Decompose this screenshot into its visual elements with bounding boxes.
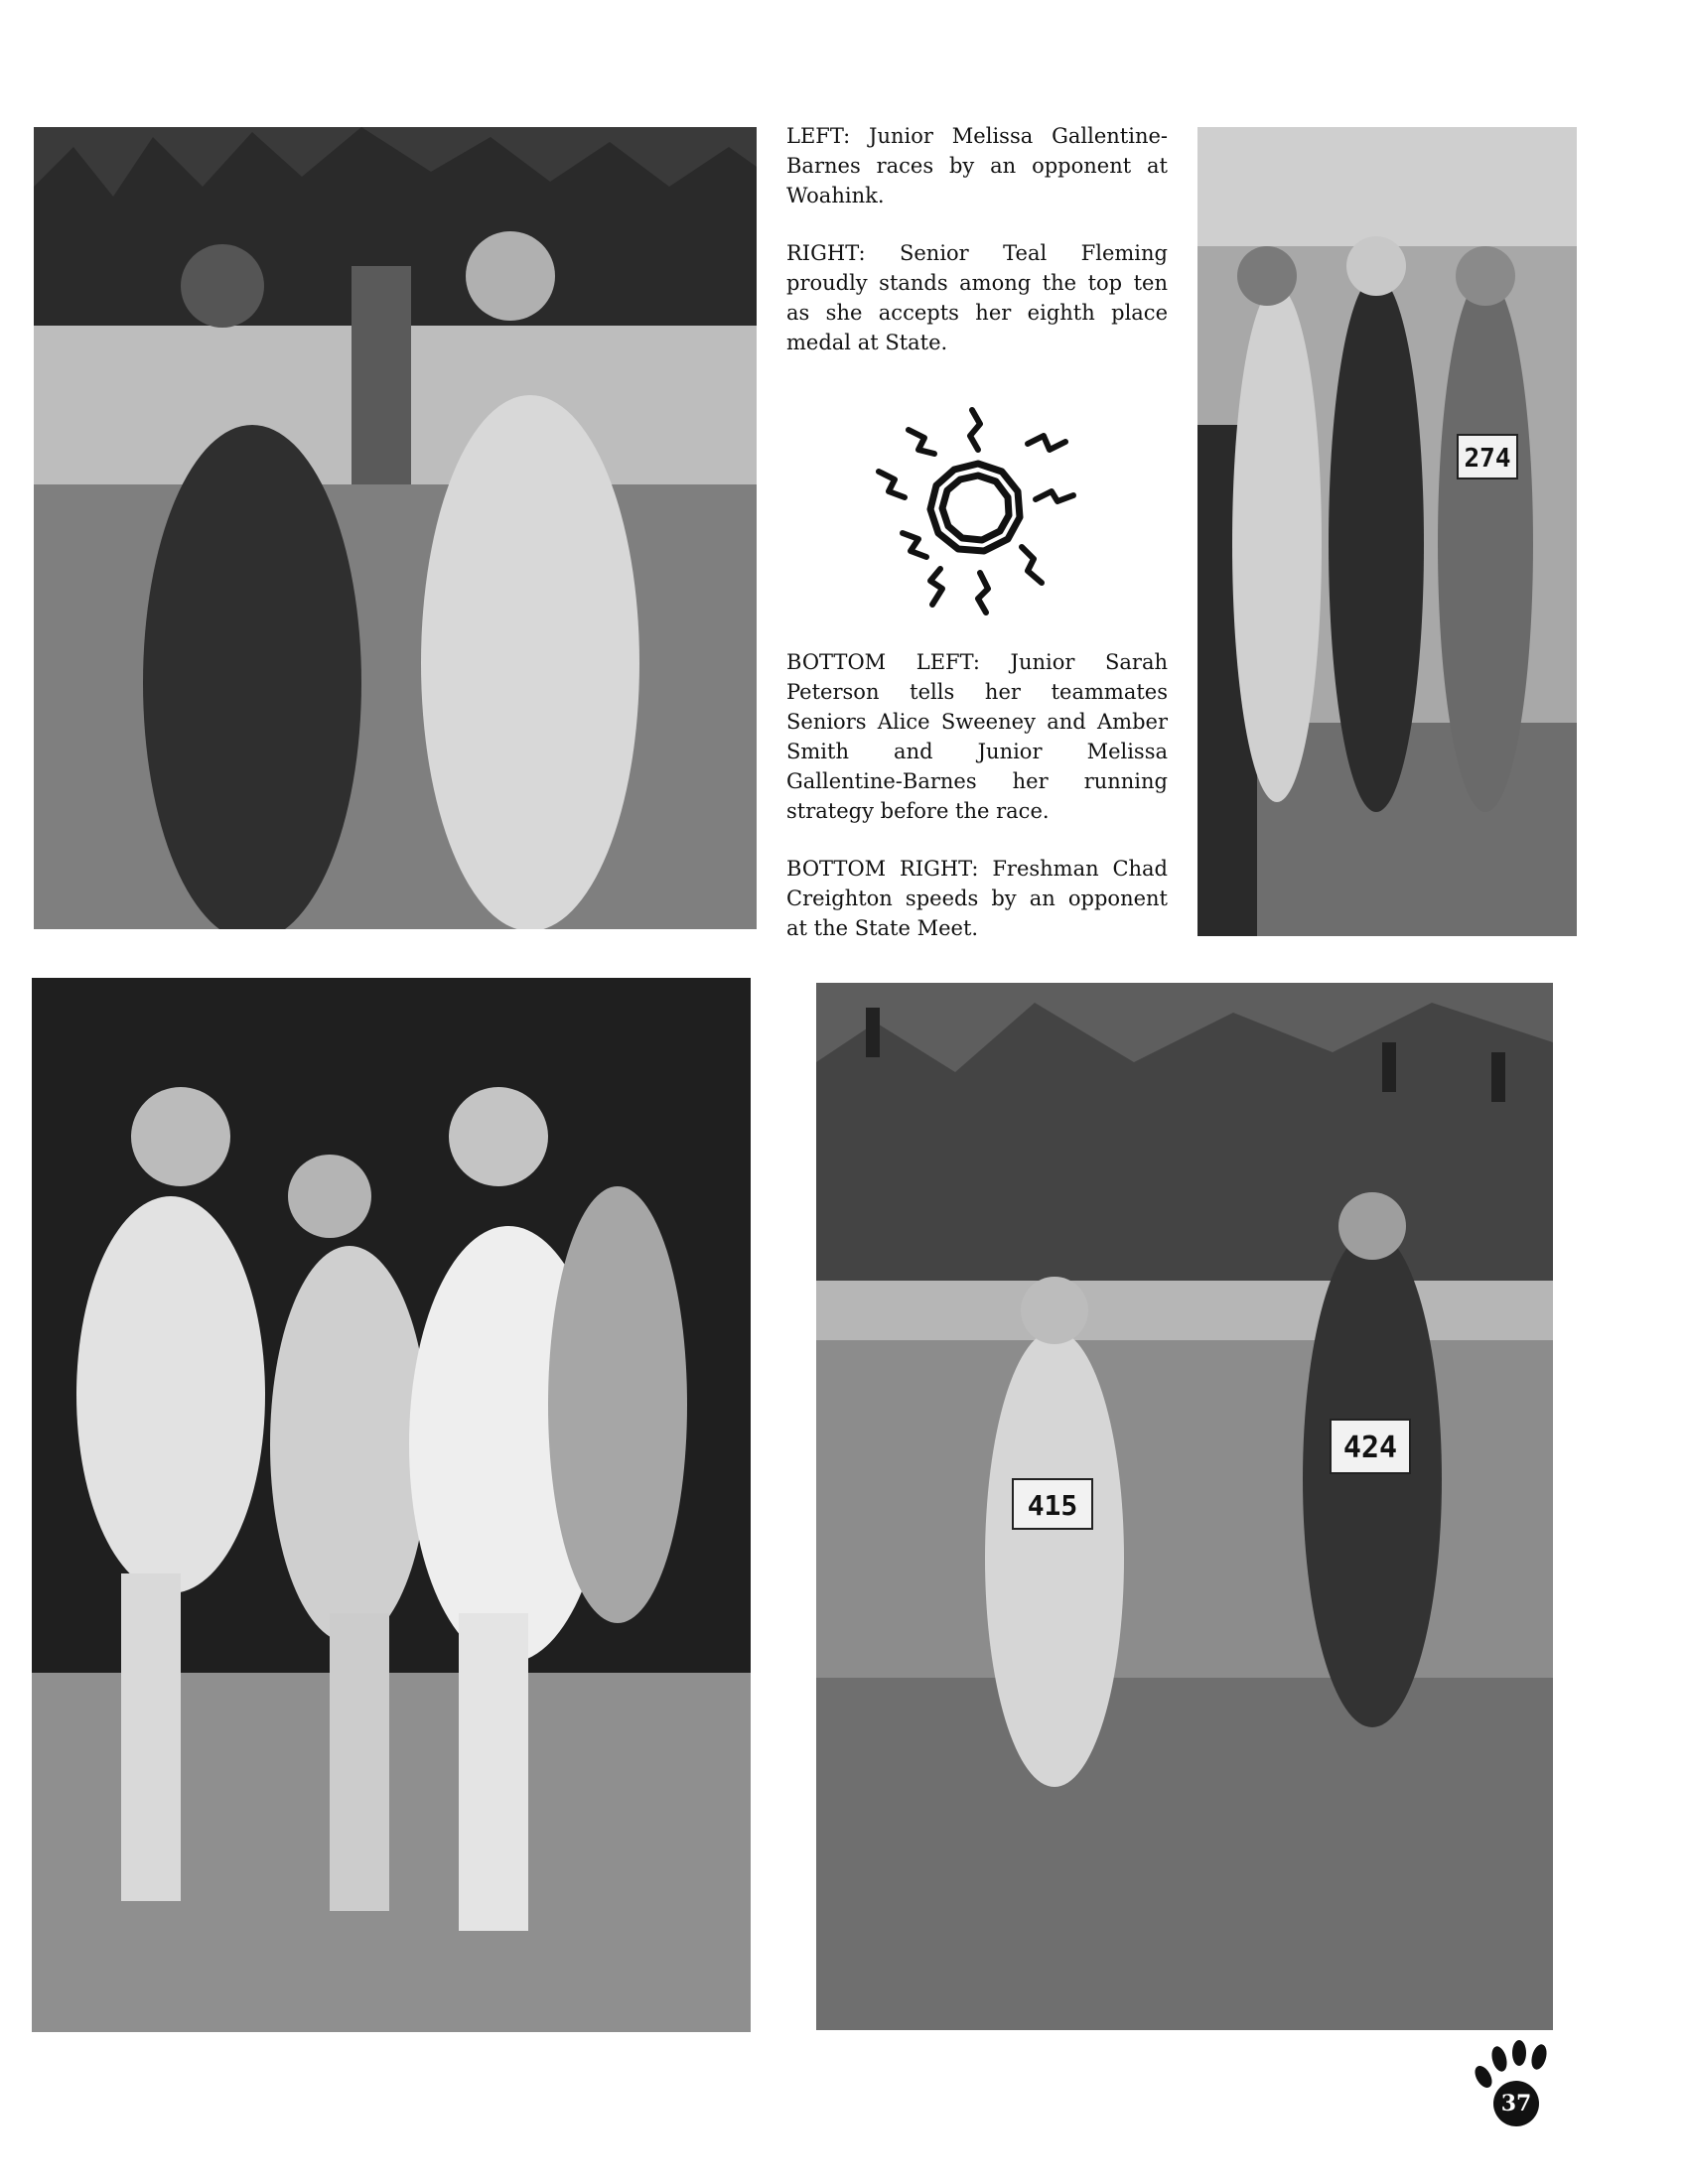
caption-bottom-left-text: Junior Sarah Peterson tells her teammates Seniors Alice Sweeney and Amber Smith and Junior Melissa Gallentine-Barnes her running strategy before the race. — [786, 650, 1168, 823]
page-number: 37 — [1493, 2081, 1539, 2126]
caption-right-text: Senior Teal Fleming proudly stands among the top ten as she accepts her eighth place medal at State. — [786, 241, 1168, 354]
photo-bottom-left — [32, 978, 751, 2032]
captions-bottom — [786, 647, 1168, 971]
photo-top-left — [34, 127, 757, 929]
caption-left-label: LEFT: — [786, 124, 851, 148]
caption-bottom-right-label: BOTTOM RIGHT: — [786, 857, 979, 881]
captions-top — [786, 121, 1168, 385]
bib-415: 415 — [1027, 1489, 1078, 1522]
caption-left — [786, 121, 1168, 210]
caption-right-label: RIGHT: — [786, 241, 866, 265]
page-number-mark — [1470, 2037, 1559, 2136]
caption-left-text: Junior Melissa Gallentine-Barnes races by an opponent at Woahink. — [786, 124, 1168, 207]
caption-bottom-right — [786, 854, 1168, 943]
photo-bottom-left-image — [32, 978, 751, 2032]
caption-bottom-left-label: BOTTOM LEFT: — [786, 650, 980, 674]
bib-424: 424 — [1342, 1431, 1398, 1465]
caption-right — [786, 238, 1168, 357]
photo-bottom-right — [816, 983, 1553, 2030]
photo-top-right-image — [1197, 127, 1577, 936]
bib-274: 274 — [1464, 444, 1511, 474]
photo-top-right — [1197, 127, 1577, 936]
photo-top-left-image — [34, 127, 757, 929]
caption-bottom-left — [786, 647, 1168, 826]
photo-bottom-right-image — [816, 983, 1553, 2030]
caption-bottom-right-text: Freshman Chad Creighton speeds by an opponent at the State Meet. — [786, 857, 1168, 940]
sun-icon — [869, 402, 1087, 615]
